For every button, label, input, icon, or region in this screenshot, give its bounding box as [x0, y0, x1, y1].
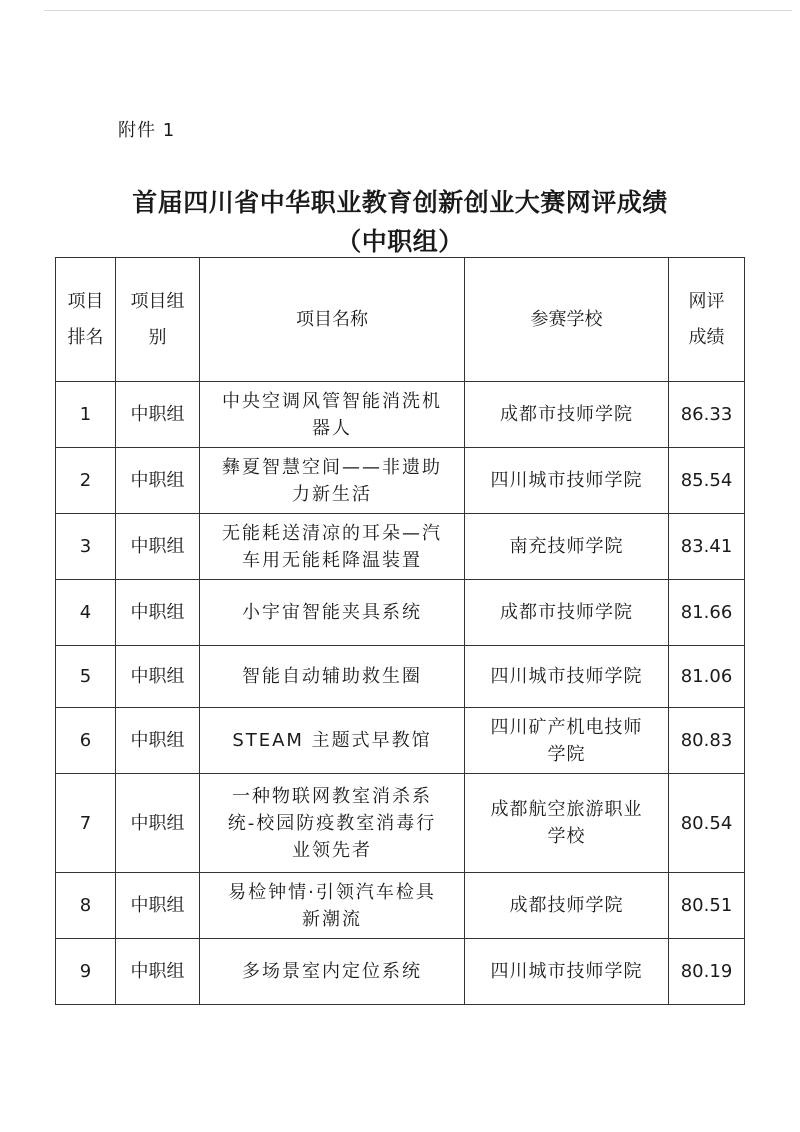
cell-rank: 5	[56, 646, 116, 708]
results-table	[55, 257, 745, 1005]
cell-score: 81.06	[669, 646, 745, 708]
cell-project-name: 智能自动辅助救生圈	[200, 646, 465, 708]
table-row	[56, 646, 745, 708]
cell-group: 中职组	[116, 774, 200, 873]
cell-group: 中职组	[116, 939, 200, 1005]
cell-group: 中职组	[116, 514, 200, 580]
cell-group: 中职组	[116, 448, 200, 514]
cell-score: 80.19	[669, 939, 745, 1005]
header-rank: 项目 排名	[56, 258, 116, 382]
cell-group: 中职组	[116, 382, 200, 448]
page-top-edge	[44, 10, 792, 11]
cell-school: 成都市技师学院	[465, 580, 669, 646]
header-school: 参赛学校	[465, 258, 669, 382]
cell-school: 四川城市技师学院	[465, 939, 669, 1005]
cell-score: 80.51	[669, 873, 745, 939]
cell-rank: 4	[56, 580, 116, 646]
cell-project-name: 小宇宙智能夹具系统	[200, 580, 465, 646]
header-group: 项目组 别	[116, 258, 200, 382]
table-row	[56, 873, 745, 939]
cell-school: 四川矿产机电技师 学院	[465, 708, 669, 774]
cell-project-name: 中央空调风管智能消洗机 器人	[200, 382, 465, 448]
cell-project-name: 无能耗送清凉的耳朵—汽 车用无能耗降温装置	[200, 514, 465, 580]
attachment-label: 附件 1	[118, 120, 176, 141]
document-title: 首届四川省中华职业教育创新创业大赛网评成绩	[132, 188, 668, 217]
cell-rank: 9	[56, 939, 116, 1005]
cell-project-name: 多场景室内定位系统	[200, 939, 465, 1005]
table-row	[56, 708, 745, 774]
cell-rank: 3	[56, 514, 116, 580]
cell-school: 南充技师学院	[465, 514, 669, 580]
cell-rank: 2	[56, 448, 116, 514]
cell-school: 成都技师学院	[465, 873, 669, 939]
cell-school: 四川城市技师学院	[465, 448, 669, 514]
table-row	[56, 580, 745, 646]
cell-score: 81.66	[669, 580, 745, 646]
table-row	[56, 448, 745, 514]
cell-school: 成都航空旅游职业 学校	[465, 774, 669, 873]
cell-project-name: 彝夏智慧空间——非遗助 力新生活	[200, 448, 465, 514]
cell-score: 80.54	[669, 774, 745, 873]
cell-score: 85.54	[669, 448, 745, 514]
table-row	[56, 939, 745, 1005]
cell-school: 四川城市技师学院	[465, 646, 669, 708]
cell-project-name: 一种物联网教室消杀系 统-校园防疫教室消毒行 业领先者	[200, 774, 465, 873]
cell-score: 80.83	[669, 708, 745, 774]
table-row	[56, 774, 745, 873]
cell-rank: 8	[56, 873, 116, 939]
cell-group: 中职组	[116, 580, 200, 646]
document-subtitle: （中职组）	[336, 227, 464, 256]
cell-rank: 6	[56, 708, 116, 774]
cell-score: 83.41	[669, 514, 745, 580]
cell-score: 86.33	[669, 382, 745, 448]
cell-project-name: STEAM 主题式早教馆	[200, 708, 465, 774]
cell-school: 成都市技师学院	[465, 382, 669, 448]
cell-group: 中职组	[116, 646, 200, 708]
header-name: 项目名称	[200, 258, 465, 382]
cell-rank: 1	[56, 382, 116, 448]
table-row	[56, 382, 745, 448]
table-header-row	[56, 258, 745, 382]
cell-group: 中职组	[116, 873, 200, 939]
cell-rank: 7	[56, 774, 116, 873]
cell-project-name: 易检钟情·引领汽车检具 新潮流	[200, 873, 465, 939]
table-row	[56, 514, 745, 580]
header-score: 网评 成绩	[669, 258, 745, 382]
cell-group: 中职组	[116, 708, 200, 774]
